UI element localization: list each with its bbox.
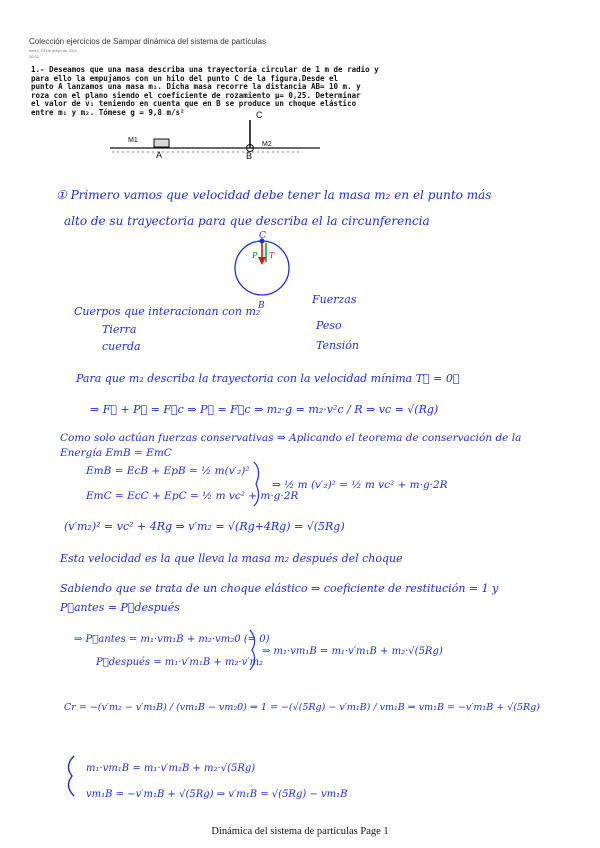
momentum-after: P⃗después = m₁·v′m₁B + m₂·v′m₂ <box>96 657 264 668</box>
label-m2: M2 <box>262 141 272 148</box>
bodies-heading: Cuerpos que interacionan con m₂ <box>74 305 261 318</box>
forces-heading: Fuerzas <box>312 293 357 306</box>
after-collision-line: Esta velocidad es la que lleva la masa m₂ después del choque <box>60 552 403 565</box>
energy-combined: ⇒ ½ m (v′₂)² = ½ m vc² + m·g·2R <box>272 479 448 491</box>
page-footer: Dinámica del sistema de partículas Page 1 <box>211 826 389 837</box>
circle-label-t: T <box>269 251 275 260</box>
min-speed-line: Para que m₂ describa la trayectoria con la velocidad mínima T⃗ = 0⃗ <box>76 372 460 385</box>
problem-line: entre m₁ y m₂. Tómese g = 9,8 m/s² <box>31 107 185 117</box>
body-item: cuerda <box>102 340 141 353</box>
label-c: C <box>256 110 263 120</box>
force-equation: ⇒ F⃗ + P⃗ = F⃗c ⇒ P⃗ = F⃗c ⇒ m₂·g = m₂·v²c / R ⇒ vc = √(Rg) <box>90 403 439 416</box>
problem-line: el valor de v₁ teniendo en cuenta que en B se produce un choque elástico <box>31 99 357 109</box>
energy-c: EmC = EcC + EpC = ½ m vc² + m·g·2R <box>86 490 299 502</box>
problem-line: 1.- Deseamos que una masa describa una trayectoria circular de 1 m de radio y <box>31 65 379 74</box>
conservative-line: Energía EmB = EmC <box>60 447 172 459</box>
circle-label-p: P <box>252 251 258 260</box>
header-date: lunes, 23 de mayo de 2011 <box>29 48 77 53</box>
label-b: B <box>246 151 253 161</box>
page-header-title: Colección ejercicios de Sampar dinámica del sistema de partículas <box>29 37 266 46</box>
momentum-result: ⇒ m₁·vm₁B = m₁·v′m₁B + m₂·√(5Rg) <box>262 646 443 657</box>
circle-label-b: B <box>258 301 265 311</box>
force-item: Tensión <box>316 339 359 352</box>
momentum-before: ⇒ P⃗antes = m₁·vm₁B + m₂·vm₂0 (= 0) <box>74 634 270 645</box>
v2-result: (v′m₂)² = vc² + 4Rg ⇒ v′m₂ = √(Rg+4Rg) = √(5Rg) <box>64 520 345 533</box>
header-time: 10:32 <box>29 54 40 59</box>
circle-diagram <box>235 239 289 296</box>
conservative-line: Como solo actúan fuerzas conservativas ⇒ Aplicando el teorema de conservación de la <box>60 432 522 444</box>
force-item: Peso <box>316 319 342 332</box>
label-m1: M1 <box>128 137 138 144</box>
problem-line: para ello la empujamos con un hilo del punto C de la figura.Desde el <box>31 73 339 83</box>
restitution-equation: Cr = −(v′m₂ − v′m₁B) / (vm₁B − vm₂0) ⇒ 1 = −(√(5Rg) − v′m₁B) / vm₁B ⇒ vm₁B = −v′m₁B + √(5Rg) <box>64 702 540 713</box>
problem-figure <box>110 120 320 152</box>
problem-line: roza con el plano siendo el coeficiente de rozamiento μ= 0,25. Determinar <box>31 90 361 100</box>
notes-intro-line: alto de su trayectoria para que describa el la circunferencia <box>64 214 430 228</box>
notes-intro-line: ① Primero vamos que velocidad debe tener la masa m₂ en el punto más <box>56 188 492 202</box>
label-a: A <box>156 150 163 160</box>
body-item: Tierra <box>102 323 137 336</box>
after-collision-line: Sabiendo que se trata de un choque elástico ⇒ coeficiente de restitución = 1 y <box>60 582 499 595</box>
system-line: vm₁B = −v′m₁B + √(5Rg) ⇒ v′m₁B = √(5Rg) − vm₁B <box>86 789 348 800</box>
energy-b: EmB = EcB + EpB = ½ m(v′₂)² <box>86 465 250 477</box>
after-collision-line: P⃗antes = P⃗después <box>60 601 180 614</box>
problem-line: punto A lanzamos una masa m₁. Dicha masa recorre la distancia AB= 10 m. y <box>31 82 361 92</box>
circle-label-c: C <box>259 231 266 241</box>
system-line: m₁·vm₁B = m₁·v′m₁B + m₂·√(5Rg) <box>86 763 256 774</box>
